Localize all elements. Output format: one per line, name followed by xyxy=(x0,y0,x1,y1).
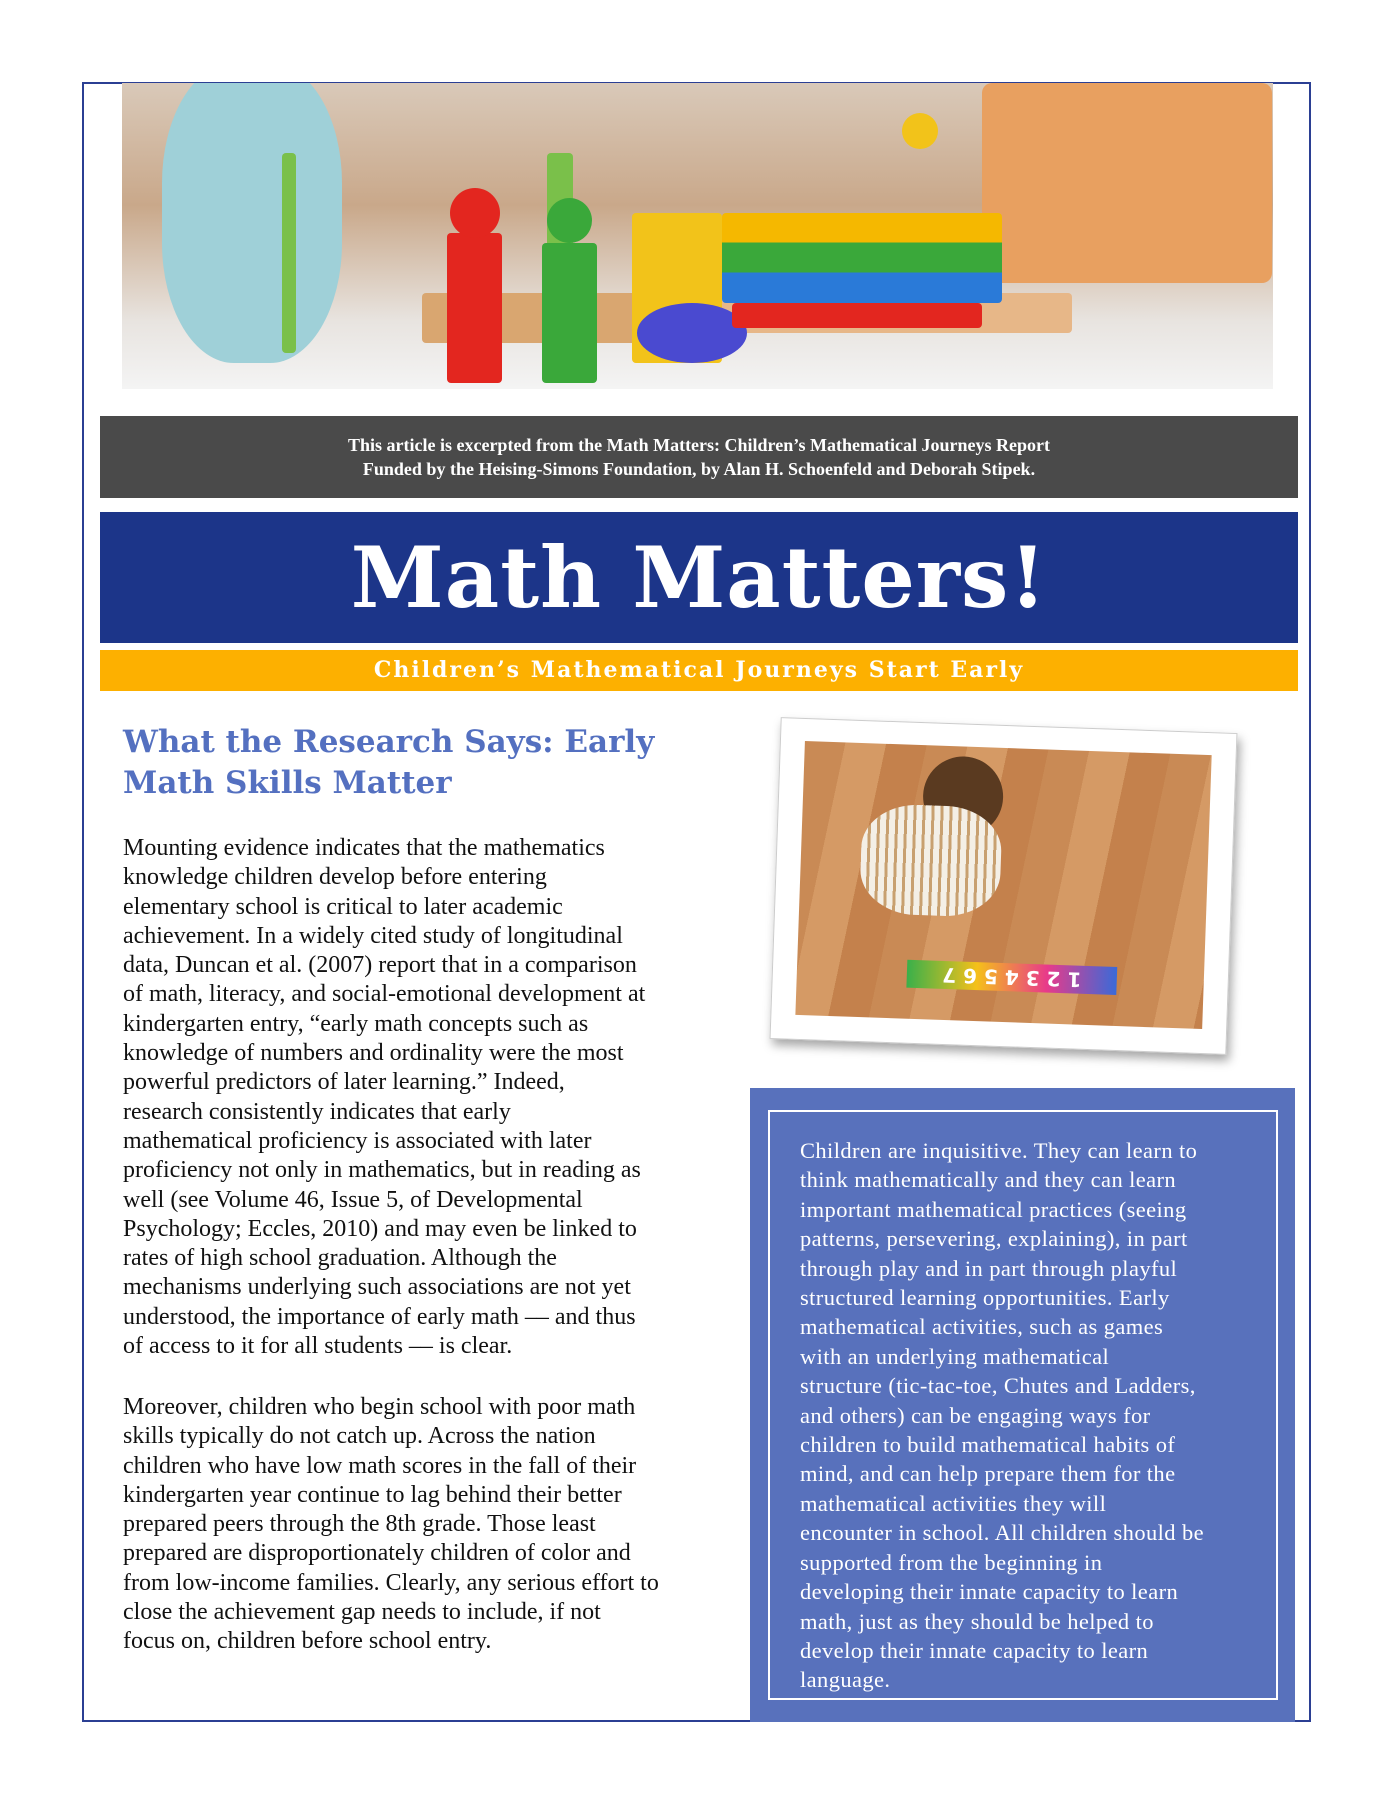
text-line: achievement. In a widely cited study of longitudinal xyxy=(123,922,623,949)
text-line: supported from the beginning in xyxy=(800,1549,1103,1575)
text-line: well (see Volume 46, Issue 5, of Developmental xyxy=(123,1186,583,1213)
text-line: prepared are disproportionately children of color and xyxy=(123,1540,631,1567)
text-line: Psychology; Eccles, 2010) and may even be linked to xyxy=(123,1215,637,1242)
text-line: children who have low math scores in the fall of their xyxy=(123,1452,637,1479)
section-heading xyxy=(123,722,743,804)
text-line: data, Duncan et al. (2007) report that in a comparison xyxy=(123,952,637,979)
text-line: with an underlying mathematical xyxy=(800,1343,1110,1369)
callout-text xyxy=(800,1136,1204,1695)
text-line: mind, and can help prepare them for the xyxy=(800,1461,1176,1487)
text-line: encounter in school. All children should be xyxy=(800,1520,1204,1546)
text-line: knowledge children develop before entering xyxy=(123,864,547,891)
text-line: math, just as they should be helped to xyxy=(800,1608,1154,1634)
callout-box xyxy=(750,1088,1295,1722)
text-line: understood, the importance of early math –– and thus xyxy=(123,1303,636,1330)
text-line: structured learning opportunities. Early xyxy=(800,1285,1170,1311)
text-line: of math, literacy, and social-emotional development at xyxy=(123,981,646,1008)
text-line: Moreover, children who begin school with poor math xyxy=(123,1394,636,1420)
page-title: Math Matters! xyxy=(100,512,1298,643)
paragraph-2 xyxy=(123,1393,743,1657)
toys-hero-image xyxy=(122,83,1273,389)
text-line: rates of high school graduation. Although the xyxy=(123,1245,557,1272)
text-line: mathematical activities they will xyxy=(800,1490,1107,1516)
text-line: structure (tic-tac-toe, Chutes and Ladders, xyxy=(800,1373,1196,1399)
text-line: skills typically do not catch up. Across the nation xyxy=(123,1423,596,1450)
page-subtitle: Children’s Mathematical Journeys Start Early xyxy=(100,650,1298,691)
text-line: powerful predictors of later learning.” Indeed, xyxy=(123,1069,565,1096)
text-line: mechanisms underlying such associations are not yet xyxy=(123,1274,631,1301)
text-line: and others) can be engaging ways for xyxy=(800,1402,1151,1428)
text-line: elementary school is critical to later academic xyxy=(123,893,563,920)
text-line: focus on, children before school entry. xyxy=(123,1628,492,1655)
text-line: Children are inquisitive. They can learn to xyxy=(800,1138,1198,1163)
excerpt-line-1: This article is excerpted from the Math Matters: Children’s Mathematical Journeys Report xyxy=(347,435,1051,455)
text-line: developing their innate capacity to learn xyxy=(800,1579,1179,1605)
text-line: proficiency not only in mathematics, but in reading as xyxy=(123,1157,641,1184)
excerpt-banner xyxy=(100,416,1298,498)
text-line: from low-income families. Clearly, any serious effort to xyxy=(123,1569,659,1596)
paragraph-1 xyxy=(123,834,743,1361)
text-line: Mounting evidence indicates that the mathematics xyxy=(123,835,605,861)
text-line: mathematical activities, such as games xyxy=(800,1314,1164,1340)
text-line: develop their innate capacity to learn xyxy=(800,1637,1149,1663)
text-line: important mathematical practices (seeing xyxy=(800,1196,1187,1222)
text-line: research consistently indicates that early xyxy=(123,1098,511,1125)
text-line: knowledge of numbers and ordinality were the most xyxy=(123,1040,624,1067)
excerpt-line-2: Funded by the Heising-Simons Foundation, by Alan H. Schoenfeld and Deborah Stipek. xyxy=(362,459,1036,479)
heading-line: Math Skills Matter xyxy=(123,765,452,801)
text-line: kindergarten year continue to lag behind their better xyxy=(123,1481,622,1508)
text-line: think mathematically and they can learn xyxy=(800,1167,1177,1193)
number-puzzle-tiles: 1 2 3 4 5 6 7 xyxy=(906,960,1117,995)
text-line: mathematical proficiency is associated with later xyxy=(123,1127,592,1154)
child-photo xyxy=(770,717,1238,1055)
text-line: kindergarten entry, “early math concepts such as xyxy=(123,1010,589,1037)
text-line: patterns, persevering, explaining), in part xyxy=(800,1226,1188,1252)
text-line: close the achievement gap needs to include, if not xyxy=(123,1599,601,1626)
heading-line: What the Research Says: Early xyxy=(123,724,655,760)
text-line: children to build mathematical habits of xyxy=(800,1432,1176,1458)
text-line: prepared peers through the 8th grade. Those least xyxy=(123,1511,596,1538)
text-line: through play and in part through playful xyxy=(800,1255,1178,1281)
text-line: language. xyxy=(800,1667,891,1693)
text-line: of access to it for all students –– is clear. xyxy=(123,1333,513,1360)
